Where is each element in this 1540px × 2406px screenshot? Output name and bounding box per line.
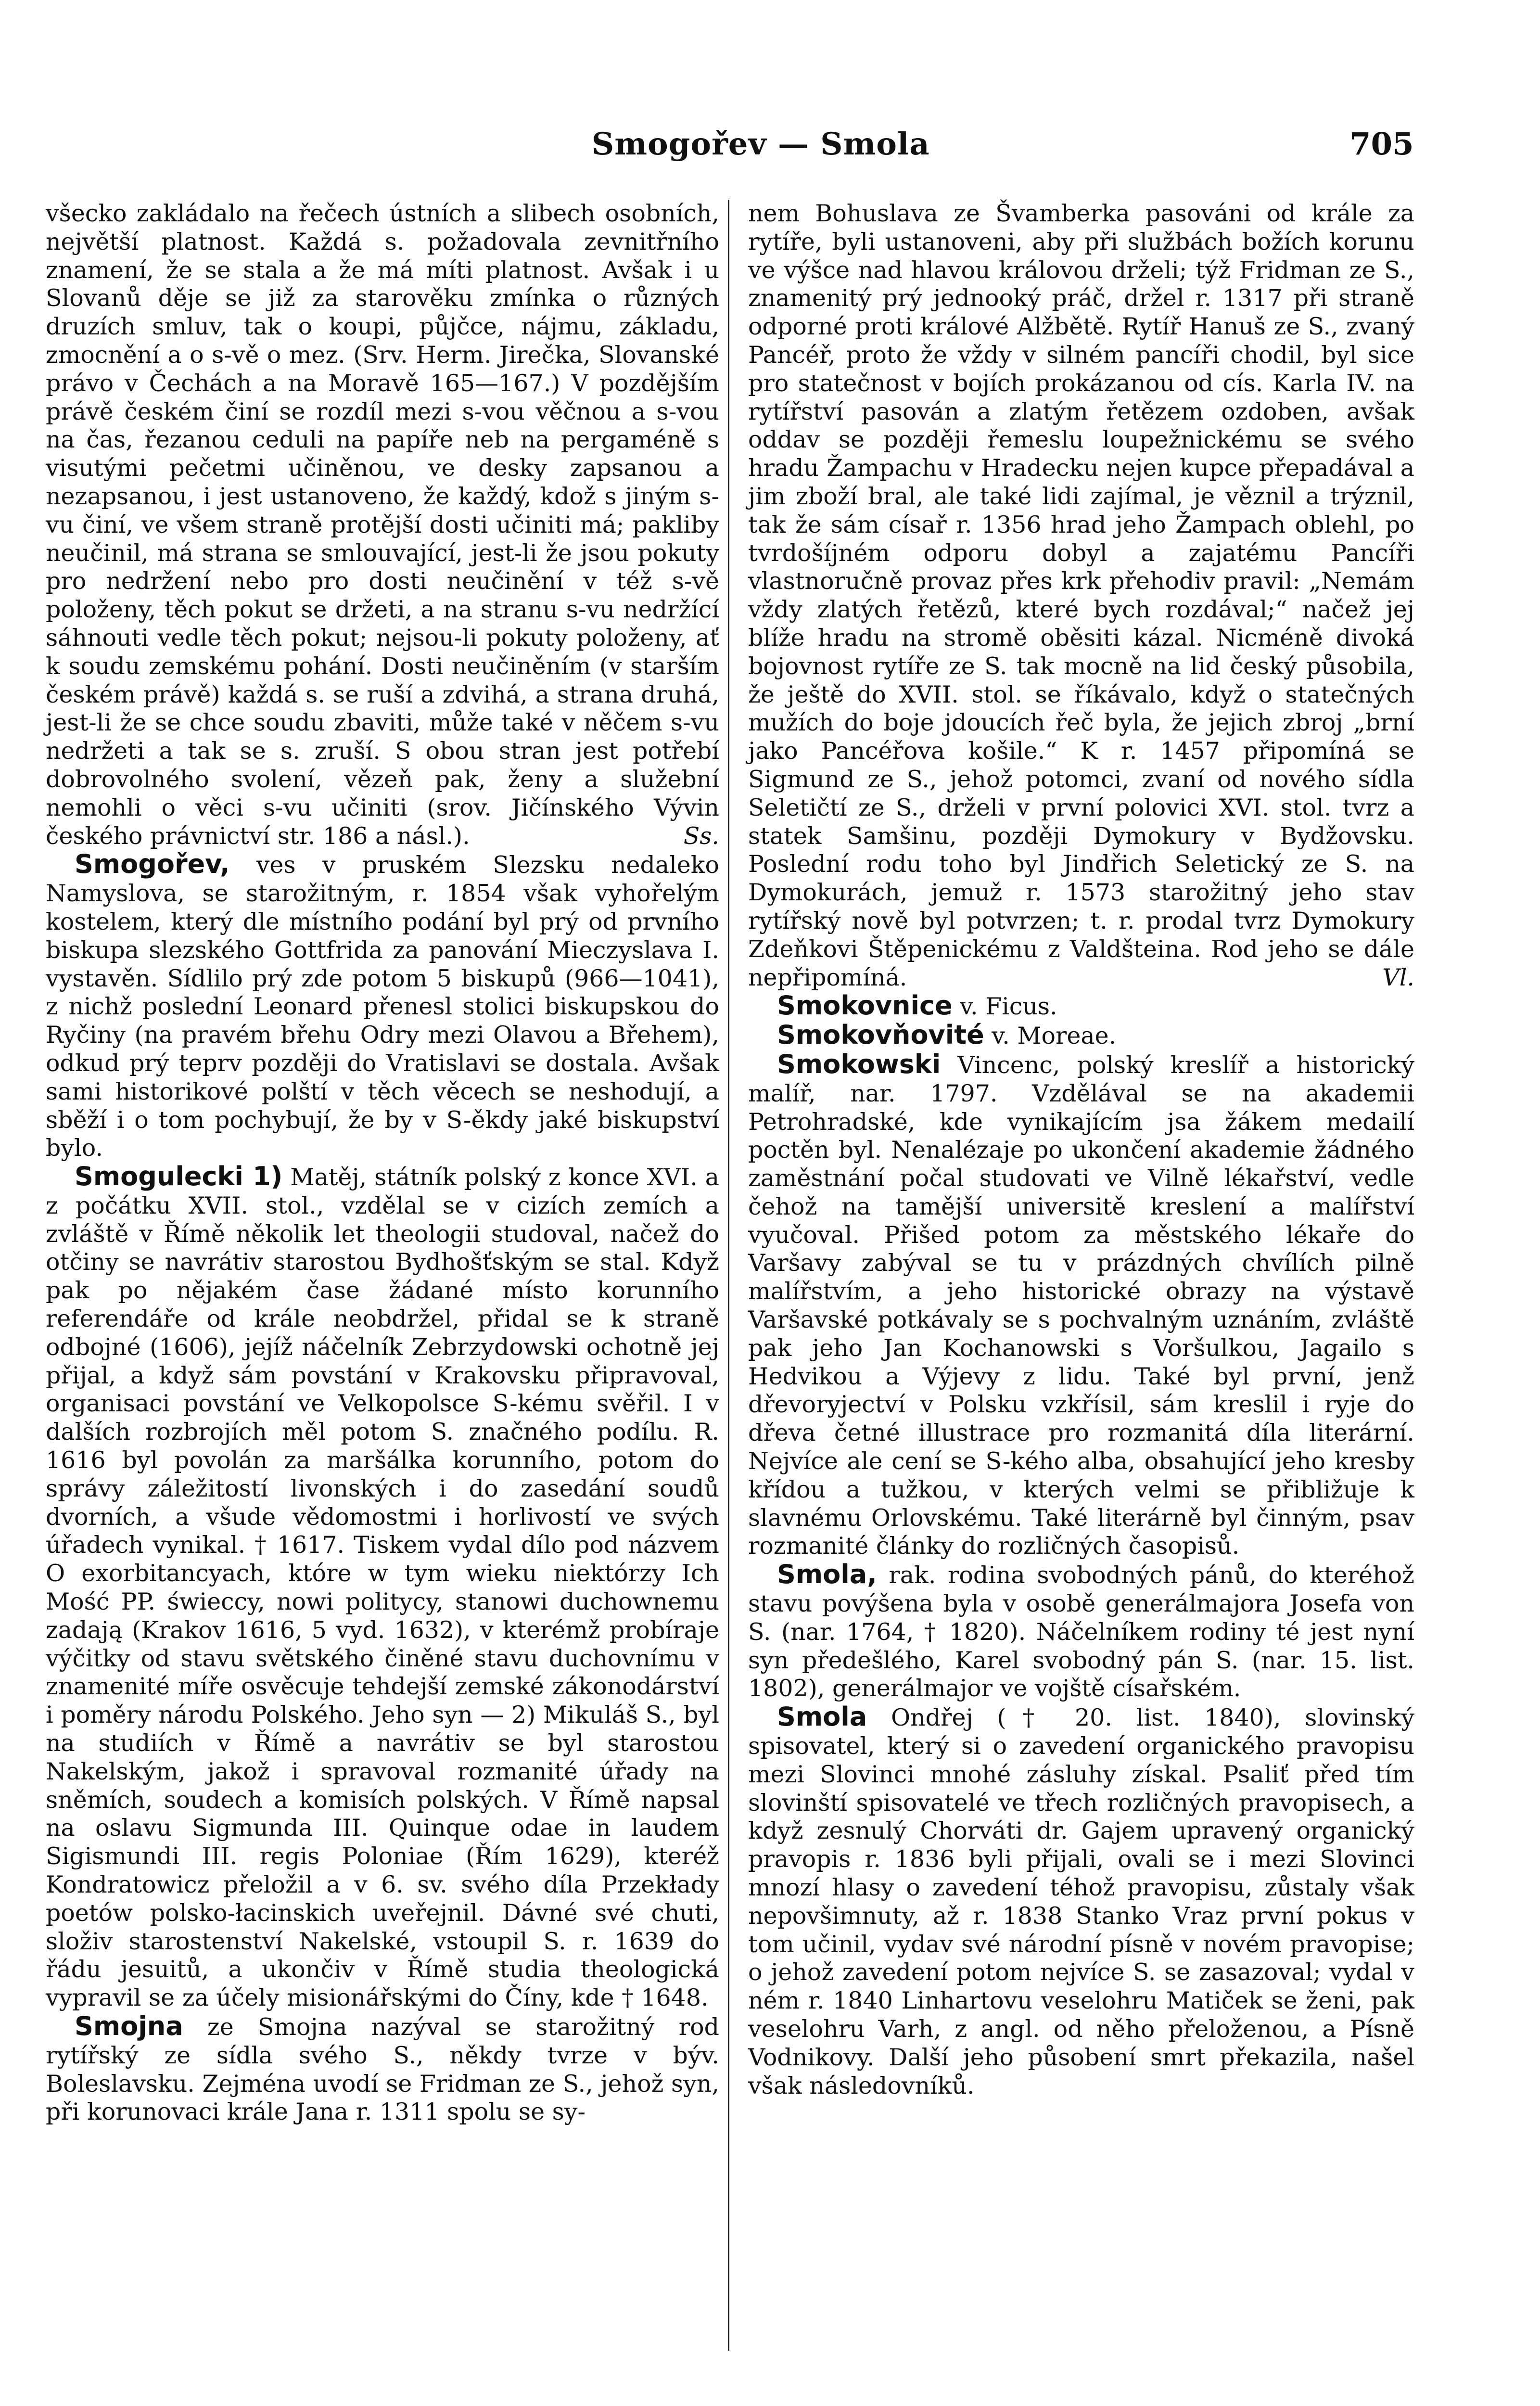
entry-text: rak. rodina svobodných pánů, do kteréhož stavu povýšena byla v osobě generálmajora Josefa von S. (nar. 1764, † 1820). Náčelníkem rodiny té jest nyní syn předešlého, Karel svobodný pán S. (nar. 15. list. 1802), generálmajor ve vojště císařském. bbox=[748, 1561, 1414, 1702]
dictionary-entry bbox=[748, 1050, 1414, 1561]
entry-headword: Smojna bbox=[75, 2011, 183, 2041]
entry-text: Vincenc, polský kreslíř a historický malíř, nar. 1797. Vzdělával se na akademii Petrohradské, kde vynikajícím jsa žákem medailí poctěn byl. Nenalézaje po ukončení akademie žádného zaměstnání počal studovati ve Vilně lékařství, vedle čehož na tamější universitě kreslení a malířství vyučoval. Přišed potom za městského lékaře do Varšavy zabýval se tu v prázdných chvílích pilně malířstvím, a jeho historické obrazy na výstavě Varšavské potkávaly se s pochvalným uznáním, zvláště pak jeho Jan Kochanowski s Voršulkou, Jagailo s Hedvikou a Výjevy z lidu. Také byl první, jenž dřevoryjectví v Polsku vzkřísil, sám kreslil i ryje do dřeva četné illustrace pro rozmanitá díla literární. Nejvíce ale cení se S-kého alba, obsahující jeho kresby křídou a tužkou, v kterých velmi se přibližuje k slavnému Orlovskému. Také literárně byl činným, psav rozmanité články do rozličných časopisů. bbox=[748, 1051, 1414, 1560]
entry-text: Ondřej († 20. list. 1840), slovinský spisovatel, který si o zavedení organického pravopisu mezi Slovinci mnohé zásluhy získal. Psaliť před tím slovinští spisovatelé ve třech rozličných pravopisech, a když zesnulý Chorváti dr. Gajem upravený organický pravopis r. 1836 byli přijali, ovali se i mezi Slovinci mnozí hlasy o zavedení téhož pravopisu, zůstaly však nepovšimnuty, až r. 1838 Stanko Vraz první pokus v tom učinil, vydav své národní písně v novém pravopise; o jehož zavedení potom nejvíce S. se zasazoval; vydal v ném r. 1840 Linhartovu veselohru Matiček se ženi, pak veselohru Varh, z angl. od něho přeloženou, a Písně Vodnikovy. Další jeho působení smrt překazila, našel však následovníků. bbox=[748, 1704, 1414, 2099]
entry-text: všecko zakládalo na řečech ústních a slibech osobních, největší platnost. Každá s. požadovala zevnitřního znamení, že se stala a že má míti platnost. Avšak i u Slovanů děje se již za starověku zmínka o různých druzích smluv, tak o koupi, půjčce, nájmu, základu, zmocnění a o s-vě o mez. (Srv. Herm. Jirečka, Slovanské právo v Čechách a na Moravě 165—167.) V pozdějším právě českém činí se rozdíl mezi s-vou věčnou a s-vou na čas, řezanou ceduli na papíře neb na pergaméně s visutými pečetmi učiněnou, ve desky zapsanou a nezapsanou, i jest ustanoveno, že každý, kdož s jiným s-vu činí, ve všem straně protější dosti učiniti má; pakliby neučinil, má strana se smlouvající, jest-li že jsou pokuty pro nedržení nebo pro dosti neučinění v též s-vě položeny, těch pokut se držeti, a na stranu s-vu nedržící sáhnouti vedle těch pokut; nejsou-li pokuty položeny, ať k soudu zemskému pohání. Dosti neučiněním (v starším českém právě) každá s. se ruší a zdvihá, a strana druhá, jest-li že se chce soudu zbaviti, může také v něčem s-vu nedržeti a tak se s. zruší. S obou stran jest potřebí dobrovolného svolení, vězeň pak, ženy a služební nemohli o věci s-vu učiniti (srov. Jičínského Vývin českého právnictví str. 186 a násl.). bbox=[46, 200, 719, 850]
dictionary-entry bbox=[748, 1561, 1414, 1703]
column-divider bbox=[728, 200, 729, 2351]
dictionary-entry bbox=[748, 1021, 1414, 1050]
dictionary-entry bbox=[46, 2012, 719, 2126]
entry-text: ze Smojna nazýval se starožitný rod rytířský ze sídla svého S., někdy tvrze v býv. Boleslavsku. Zejména uvodí se Fridman ze S., jehož syn, při korunovaci krále Jana r. 1311 spolu se sy- bbox=[46, 2013, 719, 2126]
entry-headword: Smokovňovité bbox=[777, 1020, 984, 1050]
entry-text: v. Ficus. bbox=[952, 993, 1057, 1021]
entry-text: Matěj, státník polský z konce XVI. a z počátku XVII. stol., vzdělal se v cizích zemích a zvláště v Římě několik let theologii studoval, načež do otčiny se navrátiv starostou Bydhošťským se stal. Když pak po nějakém čase žádané místo korunního referendáře od krále neobdržel, přidal se k straně odbojné (1606), jejíž náčelník Zebrzydowski ochotně jej přijal, a když sám povstání v Krakovsku připravoval, organisaci povstání ve Velkopolsce S-kému svěřil. I v dalších rozbrojích měl potom S. značného podílu. R. 1616 byl povolán za maršálka korunního, potom do správy záležitostí livonských i do zasedání soudů dvorních, a všude vědomostmi i horlivostí ve svých úřadech vynikal. † 1617. Tiskem vydal dílo pod názvem O exorbitancyach, które w tym wieku niektórzy Ich Mość PP. świeccy, nowi politycy, stanowi duchownemu zadają (Krakov 1616, 5 vyd. 1632), v kterémž probíraje výčitky od stavu světského činěné stavu duchovnímu v znamenité míře osvěcuje tehdejší zemské zákonodárství i poměry národu Polského. Jeho syn — 2) Mikuláš S., byl na studiích v Římě a navrátiv se byl starostou Nakelským, jakož i spravoval rozmanité úřady na sněmích, soudech a komisích polských. V Římě napsal na oslavu Sigmunda III. Quinque odae in laudem Sigismundi III. regis Poloniae (Řím 1629), kteréž Kondratowicz přeložil a v 6. sv. svého díla Przekłady poetów polsko-łacinskich uveřejnil. Dávné své chuti, složiv starostenství Nakelské, vstoupil S. r. 1639 do řádu jesuitů, a ukončiv v Římě studia theologická vypravil se za účely misionářskými do Číny, kde † 1648. bbox=[46, 1164, 719, 2012]
entry-continuation bbox=[748, 200, 1414, 992]
right-column bbox=[748, 200, 1414, 2100]
left-column bbox=[46, 200, 719, 2126]
entry-headword: Smokovnice bbox=[777, 990, 953, 1021]
entry-text: v. Moreae. bbox=[984, 1022, 1117, 1050]
author-signature: Ss. bbox=[683, 822, 719, 850]
dictionary-entry bbox=[46, 1163, 719, 2012]
dictionary-entry bbox=[748, 1703, 1414, 2100]
author-signature: Vl. bbox=[1382, 963, 1414, 991]
entry-headword: Smola, bbox=[777, 1559, 877, 1590]
entry-text: nem Bohuslava ze Švamberka pasováni od krále za rytíře, byli ustanoveni, aby při službách božích korunu ve výšce nad hlavou královou drželi; týž Fridman ze S., znamenitý prý jednooký práč, držel r. 1317 při straně odporné proti králové Alžbětě. Rytíř Hanuš ze S., zvaný Pancéř, proto že vždy v silném pancíři chodil, byl sice pro statečnost v bojích prokázanou od cís. Karla IV. na rytířství pasován a zlatým řetězem ozdoben, avšak oddav se později řemeslu loupežnickému se svého hradu Žampachu v Hradecku nejen kupce přepadával a jim zboží bral, ale také lidi zajímal, je věznil a trýznil, tak že sám císař r. 1356 hrad jeho Žampach oblehl, po tvrdošíjném odporu dobyl a zajatému Pancíři vlastnoručně provaz přes krk přehodiv pravil: „Nemám vždy zlatých řetězů, které bych rozdával;“ načež jej blíže hradu na stromě oběsiti kázal. Nicméně divoká bojovnost rytíře ze S. tak mocně na lid český působila, že ještě do XVII. stol. se říkávalo, když o statečných mužích do boje jdoucích řeč byla, že jejich zbroj „brní jako Pancéřova košile.“ K r. 1457 připomíná se Sigmund ze S., jehož potomci, zvaní od nového sídla Seletičtí ze S., drželi v první polovici XVI. stol. tvrz a statek Samšinu, později Dymokury v Bydžovsku. Poslední rodu toho byl Jindřich Seletický ze S. na Dymokurách, jemuž r. 1573 starožitný jeho stav rytířský nově byl potvrzen; t. r. prodal tvrz Dymokury Zdeňkovi Štěpenickému z Valdšteina. Rod jeho se dále nepřipomíná. bbox=[748, 200, 1414, 991]
entry-headword: Smola bbox=[777, 1702, 867, 1732]
dictionary-entry bbox=[748, 992, 1414, 1021]
running-head: Smogořev — Smola bbox=[592, 126, 930, 162]
page-number: 705 bbox=[1349, 126, 1414, 162]
entry-headword: Smokowski bbox=[777, 1049, 941, 1079]
entry-text: ves v pruském Slezsku nedaleko Namyslova, se starožitným, r. 1854 však vyhořelým kostelem, který dle místního podání byl prý od prvního biskupa slezského Gottfrida za panování Mieczyslava I. vystavěn. Sídlilo prý zde potom 5 biskupů (966—1041), z nichž poslední Leonard přenesl stolici biskupskou do Ryčiny (na pravém břehu Odry mezi Olavou a Břehem), odkud prý teprv později do Vratislavi se dostala. Avšak sami historikové polští v těch věcech se neshodují, a sběží i o tom pochybují, že by v S-ěkdy jaké biskupství bylo. bbox=[46, 851, 719, 1162]
page-header bbox=[0, 126, 1540, 174]
entry-headword: Smogořev, bbox=[75, 849, 230, 880]
dictionary-entry bbox=[46, 850, 719, 1163]
entry-continuation bbox=[46, 200, 719, 850]
entry-headword: Smogulecki 1) bbox=[75, 1161, 283, 1192]
